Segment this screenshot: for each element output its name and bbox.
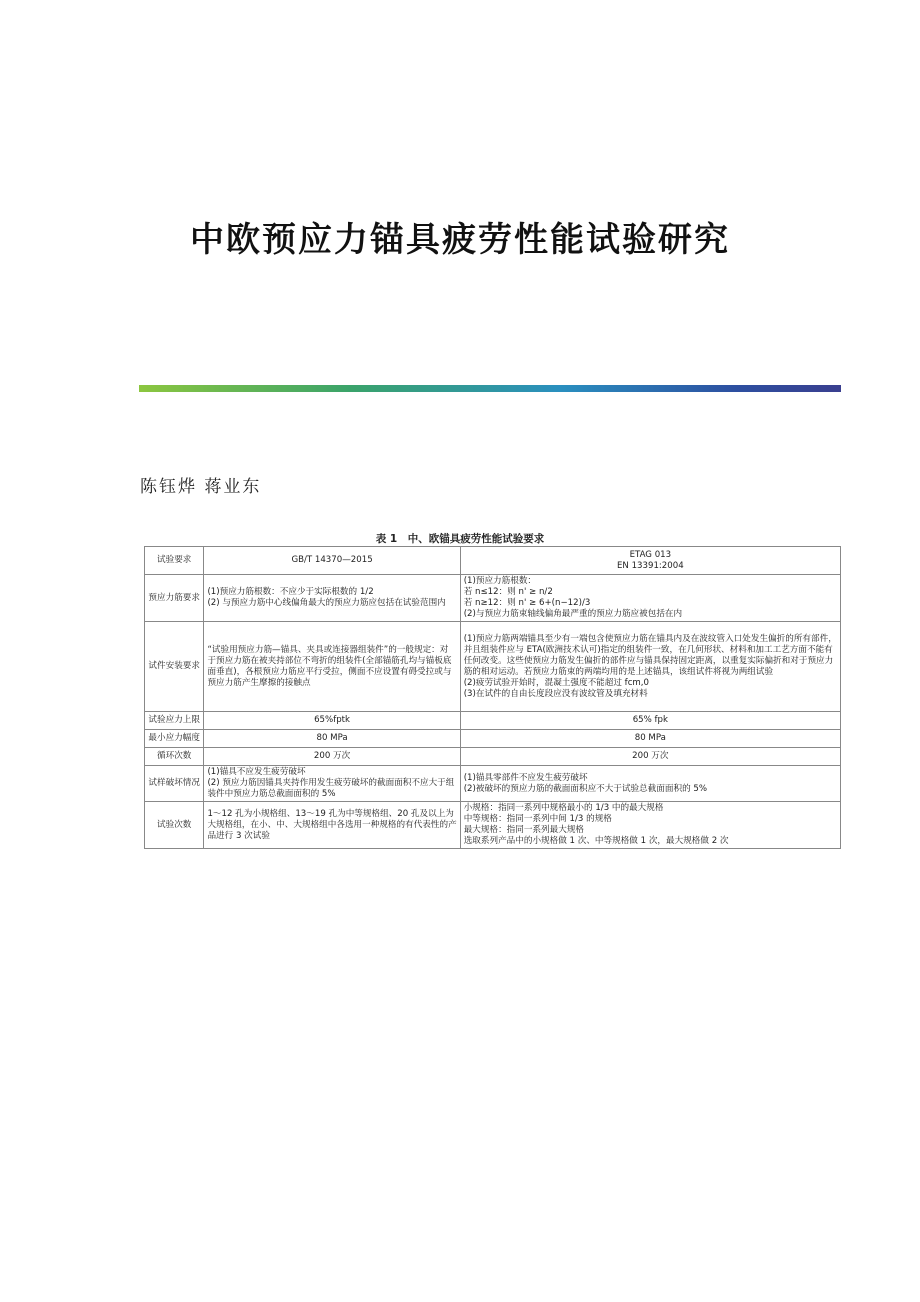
table-row <box>145 730 841 748</box>
cell-line: 200 万次 <box>632 751 669 761</box>
cell-line: 最大规格：指同一系列最大规格 <box>463 825 585 835</box>
table-row <box>145 748 841 766</box>
cell-line: 65% fpk <box>632 715 668 725</box>
cell-etag <box>460 622 840 712</box>
header-gb: GB/T 14370—2015 <box>204 547 460 575</box>
table-header-row <box>145 547 841 575</box>
table-caption: 表 1 中、欧锚具疲劳性能试验要求 <box>375 533 545 545</box>
cell-gb <box>204 575 460 622</box>
cell-line: (1)锚具零部件不应发生疲劳破坏 <box>463 772 588 783</box>
cell-line: 200 万次 <box>313 751 351 761</box>
cell-line: 80 MPa <box>634 733 666 743</box>
cell-line: (1)预应力筋根数：不应少于实际根数的 1/2 <box>207 587 374 597</box>
requirements-table <box>144 546 841 849</box>
authors: 陈钰烨 蒋业东 <box>140 477 262 497</box>
table-body <box>145 575 841 849</box>
cell-gb <box>204 712 460 730</box>
cell-gb <box>204 766 460 802</box>
cell-gb <box>204 802 460 849</box>
table-row <box>145 712 841 730</box>
cell-line: 中等规格：指同一系列中间 1/3 的规格 <box>463 814 612 824</box>
cell-line: (2)与预应力筋束轴线偏角最严重的预应力筋应被包括在内 <box>463 609 683 619</box>
cell-line: (1)锚具不应发生疲劳破坏 <box>207 767 306 777</box>
cell-line: 65%fptk <box>314 715 351 725</box>
header-etag <box>460 547 840 575</box>
cell-gb <box>204 748 460 766</box>
cell-etag <box>460 802 840 849</box>
cell-line: 若 n≥12：则 n' ≥ 6+(n−12)/3 <box>463 598 591 608</box>
cell-etag <box>460 766 840 802</box>
cell-line: (2) 预应力筋因锚具夹持作用发生疲劳破坏的截面面积不应大于组装件中预应力筋总截面面积的 5% <box>207 778 455 799</box>
cell-gb <box>204 730 460 748</box>
cell-line: 选取系列产品中的小规格做 1 次、中等规格做 1 次，最大规格做 2 次 <box>463 836 729 846</box>
cell-line: 80 MPa <box>316 733 348 743</box>
cell-etag <box>460 575 840 622</box>
cell-etag <box>460 712 840 730</box>
header-etag-line2: EN 13391:2004 <box>616 560 684 571</box>
row-label: 试样破坏情况 <box>145 766 204 802</box>
cell-line: 1～12 孔为小规格组、13～19 孔为中等规格组、20 孔及以上为大规格组，在小、中、大规格组中各选用一种规格的有代表性的产品进行 3 次试验 <box>207 808 457 841</box>
table-row <box>145 802 841 849</box>
row-label: 试件安装要求 <box>145 622 204 712</box>
table-row <box>145 766 841 802</box>
document-title: 中欧预应力锚具疲劳性能试验研究 <box>190 220 730 260</box>
cell-line: (2)被破坏的预应力筋的截面面积应不大于试验总截面面积的 5% <box>463 783 708 794</box>
cell-etag <box>460 748 840 766</box>
cell-line: (2)疲劳试验开始时，混凝土强度不能超过 fcm,0 <box>463 677 650 688</box>
gradient-divider <box>139 385 841 392</box>
cell-line: (2) 与预应力筋中心线偏角最大的预应力筋应包括在试验范围内 <box>207 598 446 608</box>
row-label: 循环次数 <box>145 748 204 766</box>
header-etag-line1: ETAG 013 <box>629 549 672 560</box>
table-row <box>145 575 841 622</box>
cell-line: “试验用预应力筋—锚具、夹具或连接器组装件”的一般规定：对于预应力筋在被夹持部位不弯折的组装件(全部锚筋孔均与锚板底面垂直)，各根预应力筋应平行受拉，侧面不应设置有碍受拉或与预应力筋产生摩擦的接触点 <box>207 644 452 688</box>
cell-line: 若 n≤12：则 n' ≥ n/2 <box>463 587 553 597</box>
row-label: 试验应力上限 <box>145 712 204 730</box>
cell-etag <box>460 730 840 748</box>
cell-line: (1)预应力筋根数： <box>463 576 537 586</box>
cell-gb <box>204 622 460 712</box>
row-label: 最小应力幅度 <box>145 730 204 748</box>
row-label: 试验次数 <box>145 802 204 849</box>
table-row <box>145 622 841 712</box>
header-requirement: 试验要求 <box>145 547 204 575</box>
cell-line: (3)在试件的自由长度段应没有波纹管及填充材料 <box>463 688 648 699</box>
row-label: 预应力筋要求 <box>145 575 204 622</box>
cell-line: 小规格：指同一系列中规格最小的 1/3 中的最大规格 <box>463 803 664 813</box>
cell-line: (1)预应力筋两端锚具至少有一端包含使预应力筋在锚具内及在波纹管入口处发生偏折的所有部件，并且组装件应与 ETA(欧洲技术认可)指定的组装件一致，在几何形状、材料和加工工艺方面不能有任何改变。这些使预应力筋发生偏折的部件应与锚具保持固定距离，以重复实际偏折和对于预应力筋的相对运动。若预应力筋束的两端均用的是上述锚具，该组试件将视为两组试验 <box>463 633 837 677</box>
